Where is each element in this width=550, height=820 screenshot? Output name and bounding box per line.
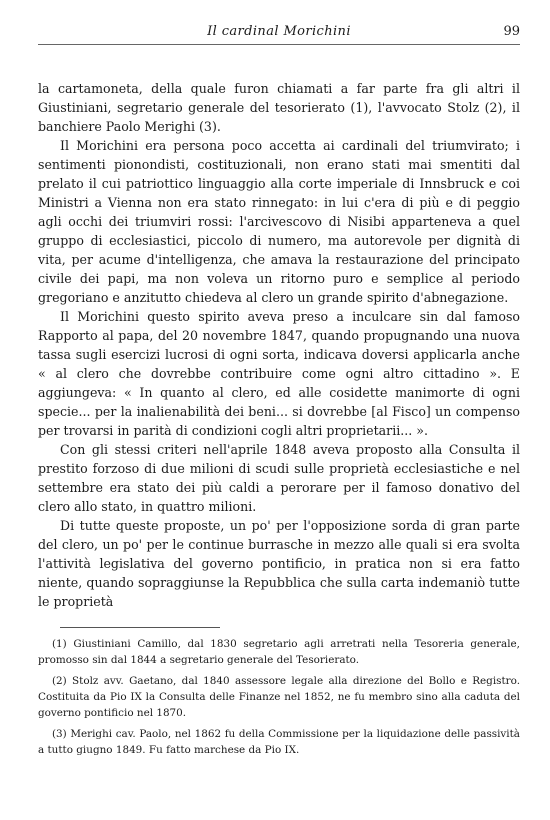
body-text (38, 79, 520, 611)
page-header (38, 20, 520, 45)
book-page (38, 20, 520, 763)
page-number: 99 (503, 24, 520, 39)
paragraph: Di tutte queste proposte, un po' per l'opposizione sorda di gran parte del clero, un po' per le continue burrasche in mezzo alle quali si era svolta l'attività legislativa del governo pontificio, in pratica non si era fatto niente, quando sopraggiunse la Repubblica che sulla carta indemaniò tutte le proprietà (38, 518, 520, 609)
footnotes (38, 636, 520, 758)
paragraph: la cartamoneta, della quale furon chiamati a far parte fra gli altri il Giustiniani, segretario generale del tesorierato (1), l'avvocato Stolz (2), il banchiere Paolo Merighi (3). (38, 81, 520, 134)
footnote: (1) Giustiniani Camillo, dal 1830 segretario agli arretrati nella Tesoreria generale, promosso sin dal 1844 a segretario generale del Tesorierato. (38, 638, 520, 666)
paragraph: Con gli stessi criteri nell'aprile 1848 aveva proposto alla Consulta il prestito forzoso di due milioni di scudi sulle proprietà ecclesiastiche e nel settembre era stato dei più caldi a perorare per il famoso donativo del clero allo stato, in quattro milioni. (38, 442, 520, 514)
paragraph: Il Morichini era persona poco accetta ai cardinali del triumvirato; i sentimenti pionondisti, costituzionali, non erano stati mai smentiti dal prelato il cui patriottico linguaggio alla corte imperiale di Innsbruck e coi Ministri a Vienna non era stato rinnegato: in lui c'era di più e di peggio agli occhi dei triumviri rossi: l'arcivescovo di Nisibi apparteneva a quel gruppo di ecclesiastici, piccolo di numero, ma autorevole per dignità di vita, per acume d'intelligenza, che amava la restaurazione del principato civile dei papi, ma non voleva un ritorno puro e semplice al periodo gregoriano e anzitutto chiedeva al clero un grande spirito d'abnegazione. (38, 138, 520, 305)
paragraph: Il Morichini questo spirito aveva preso a inculcare sin dal famoso Rapporto al papa, del 20 novembre 1847, quando propugnando una nuova tassa sugli esercizi lucrosi di ogni sorta, indicava doversi applicarla anche « al clero che dovrebbe contribuire come ogni altro cittadino ». E aggiungeva: « In quanto al clero, ed alle cosidette manimorte di ogni specie... per la inalienabilità dei beni... si dovrebbe [al Fisco] un compenso per trovarsi in parità di condizioni cogli altri proprietarii... ». (38, 309, 520, 438)
running-title: Il cardinal Morichini (207, 24, 351, 39)
footnote: (2) Stolz avv. Gaetano, dal 1840 assessore legale alla direzione del Bollo e Registro. Costituita da Pio IX la Consulta delle Finanze nel 1852, ne fu membro sino alla caduta del governo pontificio nel 1870. (38, 675, 520, 719)
footnote: (3) Merighi cav. Paolo, nel 1862 fu della Commissione per la liquidazione delle passività a tutto giugno 1849. Fu fatto marchese da Pio IX. (38, 728, 520, 756)
footnote-divider (60, 627, 220, 628)
